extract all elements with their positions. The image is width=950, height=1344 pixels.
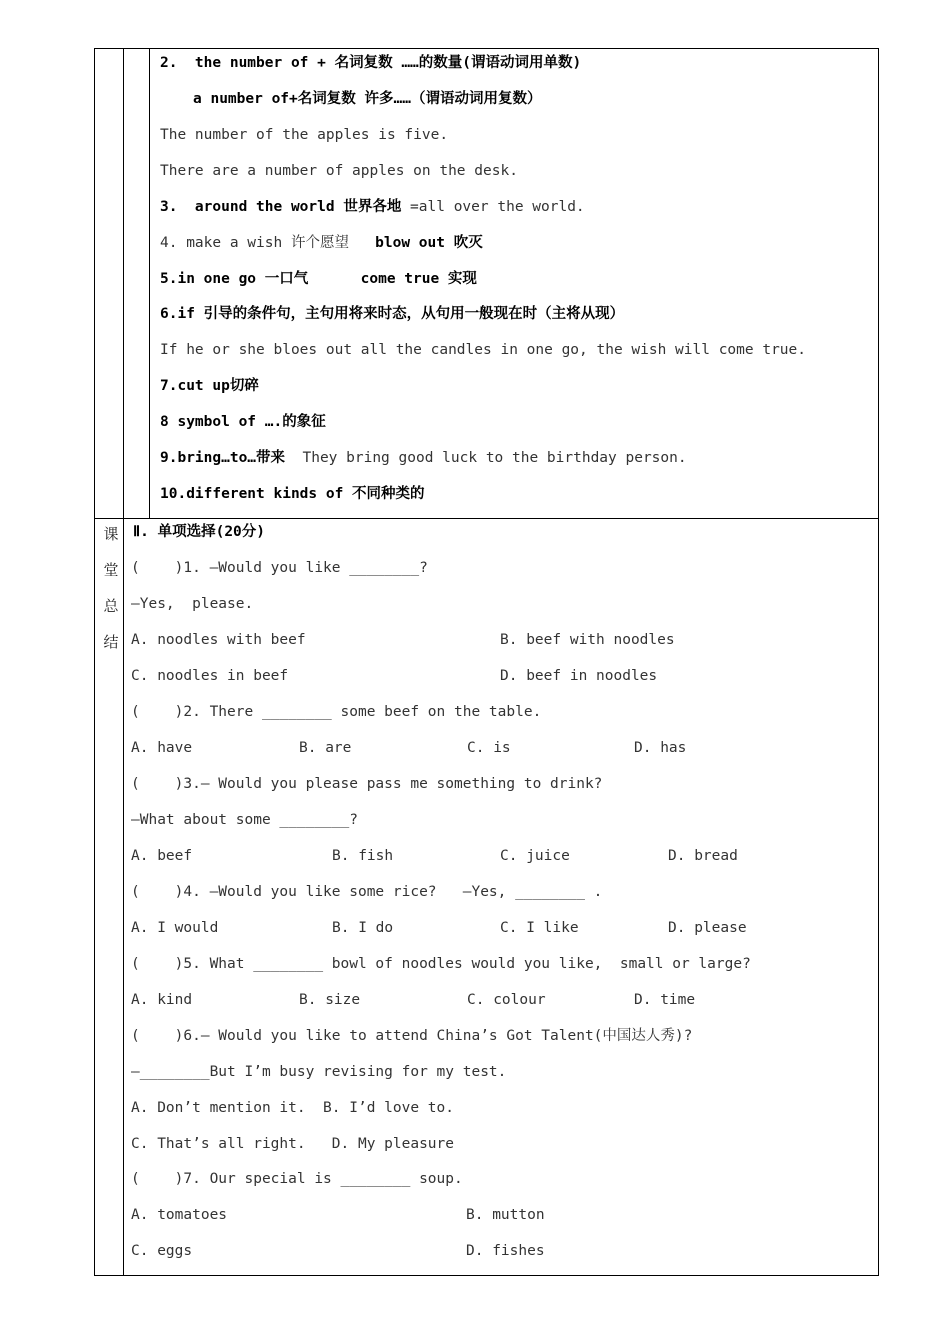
option-d: D. bread: [668, 848, 738, 864]
option-b: B. I do: [332, 920, 394, 936]
option-c: C. I like: [500, 920, 579, 936]
note-item-3-phrase: 3. around the world 世界各地: [160, 199, 402, 215]
note-example: If he or she bloes out all the candles in one go, the wish will come true.: [160, 342, 807, 358]
note-item-9: [160, 449, 687, 467]
option-b: B. are: [299, 740, 352, 756]
section-title: Ⅱ. 单项选择(20分): [133, 524, 266, 540]
worksheet-table: [94, 48, 879, 1276]
note-item-8: 8 symbol of ….的象征: [160, 414, 326, 430]
options-c-d: C. That’s all right. D. My pleasure: [131, 1136, 455, 1152]
question-6-reply: —________But I’m busy revising for my test.: [131, 1064, 507, 1080]
question-4: ( )4. —Would you like some rice? —Yes, ________ .: [131, 884, 603, 900]
option-c: C. juice: [500, 848, 570, 864]
note-item-7: 7.cut up切碎: [160, 378, 259, 394]
options-a-b: A. Don’t mention it. B. I’d love to.: [131, 1100, 455, 1116]
note-item-3-synonym: =all over the world.: [401, 199, 585, 215]
option-d: D. beef in noodles: [500, 668, 658, 684]
note-item-9-example: They bring good luck to the birthday person.: [285, 450, 687, 466]
note-item-6: 6.if 引导的条件句，主句用将来时态，从句用一般现在时（主将从现）: [160, 306, 625, 322]
option-c: C. colour: [467, 992, 546, 1008]
option-b: B. fish: [332, 848, 394, 864]
option-a: A. kind: [131, 992, 193, 1008]
question-7: ( )7. Our special is ________ soup.: [131, 1171, 463, 1187]
column-divider: [123, 48, 124, 1276]
option-a: A. I would: [131, 920, 219, 936]
question-1-reply: —Yes, please.: [131, 596, 254, 612]
option-c: C. is: [467, 740, 511, 756]
question-6: ( )6.— Would you like to attend China’s Got Talent(中国达人秀)?: [131, 1028, 693, 1044]
option-b: B. mutton: [466, 1207, 545, 1223]
note-item-5: 5.in one go 一口气 come true 实现: [160, 271, 477, 287]
note-example: The number of the apples is five.: [160, 127, 449, 143]
note-item-2: 2. the number of + 名词复数 ……的数量(谓语动词用单数): [160, 55, 582, 71]
question-3-reply: —What about some ________?: [131, 812, 358, 828]
question-5: ( )5. What ________ bowl of noodles would you like, small or large?: [131, 956, 751, 972]
option-d: D. fishes: [466, 1243, 545, 1259]
option-a: A. tomatoes: [131, 1207, 228, 1223]
option-a: A. beef: [131, 848, 193, 864]
note-item-9-phrase: 9.bring…to…带来: [160, 450, 286, 466]
option-a: A. noodles with beef: [131, 632, 306, 648]
option-c: C. noodles in beef: [131, 668, 289, 684]
option-b: B. size: [299, 992, 361, 1008]
row-divider: [94, 518, 879, 519]
side-label-char: 总: [103, 597, 119, 615]
note-item-2-sub: a number of+名词复数 许多……（谓语动词用复数）: [193, 91, 542, 107]
question-3: ( )3.— Would you please pass me something to drink?: [131, 776, 603, 792]
question-2: ( )2. There ________ some beef on the table.: [131, 704, 542, 720]
side-label-char: 课: [103, 525, 119, 543]
note-item-4-phrase2: blow out 吹灭: [348, 235, 483, 251]
option-c: C. eggs: [131, 1243, 193, 1259]
question-1: ( )1. —Would you like ________?: [131, 560, 428, 576]
note-item-4-phrase: 4. make a wish 许个愿望: [160, 235, 349, 251]
option-b: B. beef with noodles: [500, 632, 675, 648]
side-label-char: 结: [103, 633, 119, 651]
note-example: There are a number of apples on the desk.: [160, 163, 518, 179]
option-d: D. time: [634, 992, 696, 1008]
option-a: A. have: [131, 740, 193, 756]
column-divider-top-left: [149, 48, 150, 519]
note-item-10: 10.different kinds of 不同种类的: [160, 486, 425, 502]
note-item-3: [160, 198, 585, 216]
note-item-4: [160, 234, 483, 252]
side-label-char: 堂: [103, 561, 119, 579]
option-d: D. has: [634, 740, 687, 756]
option-d: D. please: [668, 920, 747, 936]
